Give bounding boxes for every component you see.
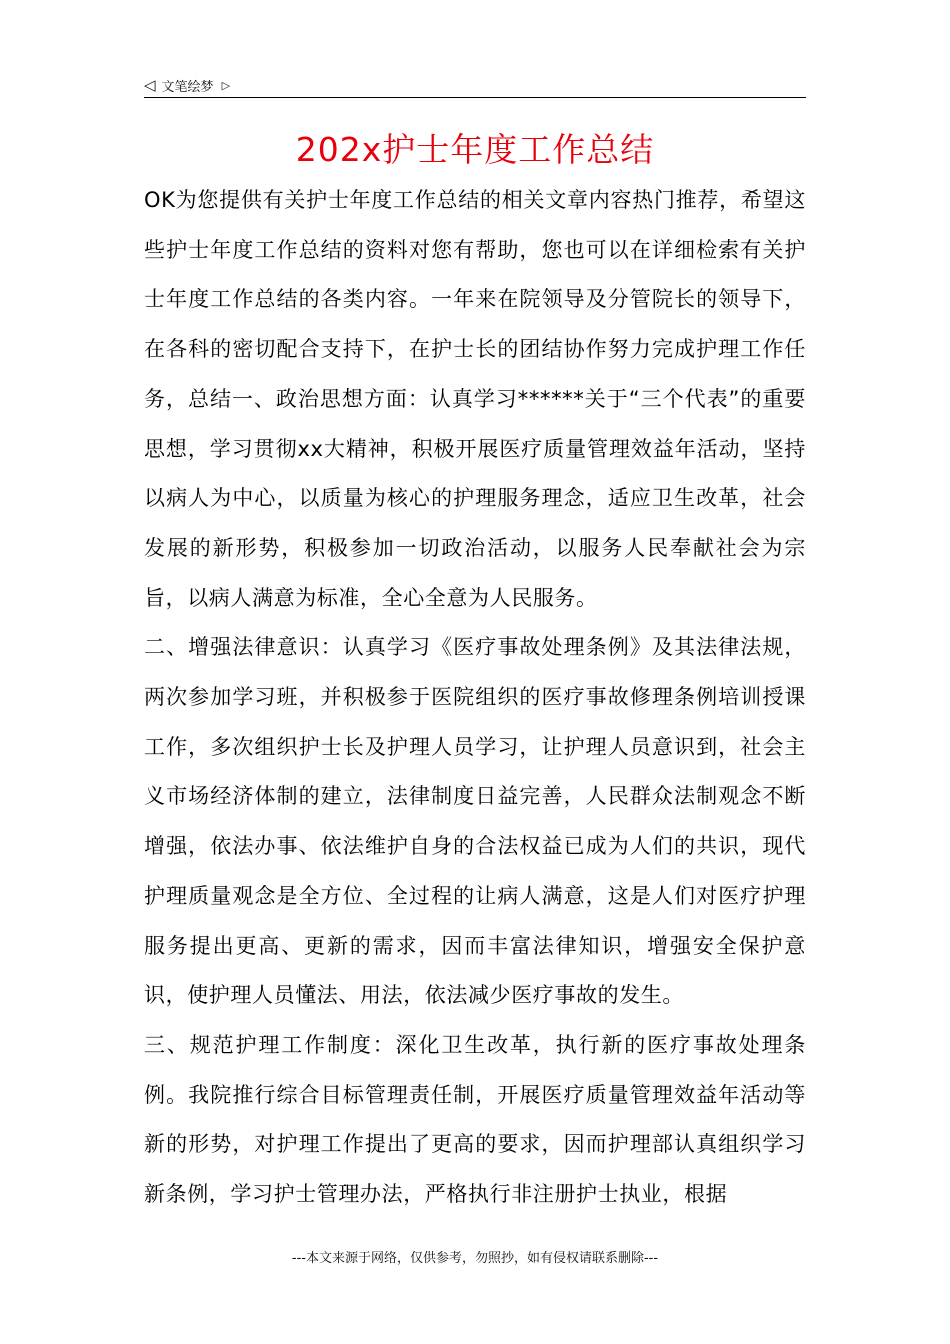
paragraph-2: 二、增强法律意识：认真学习《医疗事故处理条例》及其法律法规，两次参加学习班，并积极参于医院组织的医疗事故修理条例培训授课工作，多次组织护士长及护理人员学习，让护理人员意识到，社会主义市场经济体制的建立，法律制度日益完善，人民群众法制观念不断增强，依法办事、依法维护自身的合法权益已成为人们的共识，现代护理质量观念是全方位、全过程的让病人满意，这是人们对医疗护理服务提出更高、更新的需求，因而丰富法律知识，增强安全保护意识，使护理人员懂法、用法，依法减少医疗事故的发生。 — [144, 635, 806, 1008]
header-label: 文笔绘梦 — [161, 79, 214, 95]
triangle-right-icon: ▷ — [221, 78, 231, 92]
page-header — [144, 74, 806, 96]
paragraph-3: 三、规范护理工作制度：深化卫生改革，执行新的医疗事故处理条例。我院推行综合目标管理责任制，开展医疗质量管理效益年活动等新的形势，对护理工作提出了更高的要求，因而护理部认真组织学习新条例，学习护士管理办法，严格执行非注册护士执业，根据 — [144, 1032, 806, 1207]
document-body — [144, 176, 806, 1220]
paragraph-1: OK为您提供有关护士年度工作总结的相关文章内容热门推荐，希望这些护士年度工作总结的资料对您有帮助，您也可以在详细检索有关护士年度工作总结的各类内容。一年来在院领导及分管院长的领导下，在各科的密切配合支持下，在护士长的团结协作努力完成护理工作任务，总结一、政治思想方面：认真学习******关于“三个代表”的重要思想，学习贯彻xx大精神，积极开展医疗质量管理效益年活动，坚持以病人为中心，以质量为核心的护理服务理念，适应卫生改革，社会发展的新形势，积极参加一切政治活动，以服务人民奉献社会为宗旨，以病人满意为标准，全心全意为人民服务。 — [144, 188, 806, 610]
page-footer: ---本文来源于网络，仅供参考，勿照抄，如有侵权请联系删除--- — [291, 1251, 659, 1266]
triangle-left-icon: ◁ — [144, 75, 156, 94]
document-title: 202x护士年度工作总结 — [295, 130, 655, 169]
header-rule — [144, 97, 806, 98]
